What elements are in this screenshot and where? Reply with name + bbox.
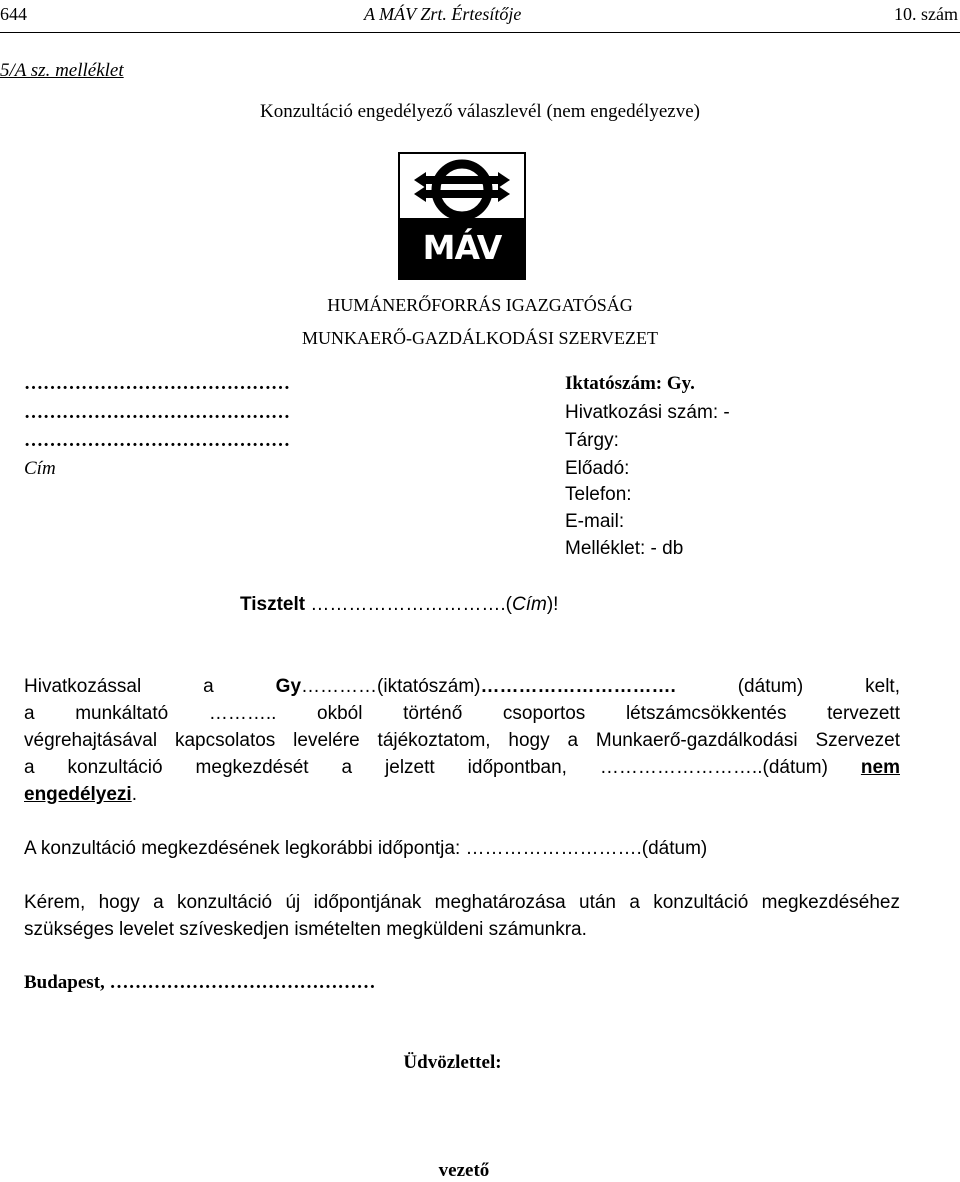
- address-line-3: ……………………………………: [24, 430, 290, 451]
- header-rule: [0, 32, 960, 33]
- greeting: Üdvözlettel:: [403, 1052, 502, 1073]
- mav-logo-icon: [400, 154, 524, 218]
- melleklet: Melléklet: - db: [565, 538, 684, 559]
- salutation-end: )!: [546, 594, 559, 615]
- document-title: Konzultáció engedélyező válaszlevél (nem engedélyezve): [260, 101, 700, 122]
- place-date: Budapest, ……………………………………: [24, 972, 376, 993]
- logo-text: MÁV: [422, 228, 502, 267]
- body-line-4: a konzultáció megkezdését a jelzett időpontban, ……………………..(dátum) nem: [24, 757, 900, 778]
- body-line-3: végrehajtásával kapcsolatos levelére tájékoztatom, hogy a Munkaerő-gazdálkodási Szervezet: [24, 730, 900, 751]
- org-line-1: HUMÁNERŐFORRÁS IGAZGATÓSÁG: [327, 295, 633, 315]
- body-paragraph: [24, 673, 900, 808]
- salutation-cim: Cím: [512, 594, 547, 615]
- org-line-2: MUNKAERŐ-GAZDÁLKODÁSI SZERVEZET: [301, 328, 659, 348]
- salutation-tisztelt: Tisztelt: [240, 594, 306, 615]
- address-line-2: ……………………………………: [24, 402, 290, 423]
- salutation: [240, 594, 558, 616]
- request-line-1: Kérem, hogy a konzultáció új időpontjának meghatározása után a konzultáció megkezdéséhez: [24, 892, 900, 913]
- annex-label: 5/A sz. melléklet: [0, 60, 124, 81]
- body-line-2: a munkáltató ……….. okból történő csoportos létszámcsökkentés tervezett: [24, 703, 900, 724]
- eloado: Előadó:: [565, 458, 630, 479]
- request-paragraph: [24, 889, 900, 943]
- page-number: 644: [0, 4, 27, 24]
- earliest-date: A konzultáció megkezdésének legkorábbi időpontja: ……………………….(dátum): [24, 838, 708, 859]
- body-line-5: engedélyezi.: [24, 784, 137, 805]
- signature: vezető: [438, 1160, 490, 1181]
- hivatkozasi-szam: Hivatkozási szám: -: [565, 402, 730, 423]
- mav-logo: [398, 152, 526, 280]
- journal-title: A MÁV Zrt. Értesítője: [364, 4, 522, 24]
- iktatoszam: Iktatószám: Gy.: [565, 373, 695, 394]
- salutation-dots: ………………………….(: [305, 594, 512, 615]
- telefon: Telefon:: [565, 484, 632, 505]
- email: E-mail:: [565, 511, 625, 532]
- body-line-1: Hivatkozással a Gy…………(iktatószám)…………………………. (dátum) kelt,: [24, 676, 900, 697]
- request-line-2: szükséges levelet szíveskedjen ismételten megküldeni számunkra.: [24, 919, 587, 940]
- address-label: Cím: [24, 458, 56, 479]
- issue-number: 10. szám: [894, 4, 958, 24]
- address-line-1: ……………………………………: [24, 373, 290, 394]
- targy: Tárgy:: [565, 430, 619, 451]
